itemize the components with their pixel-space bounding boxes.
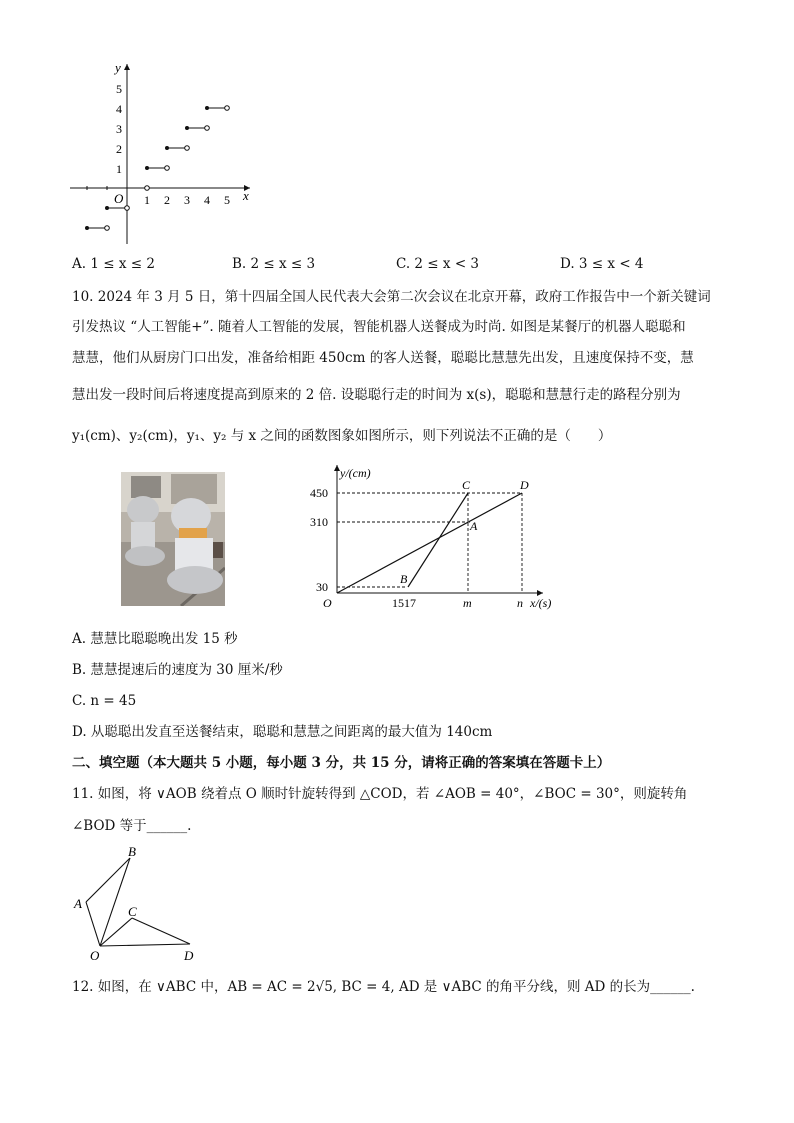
q9-option-b: B. 2 ≤ x ≤ 3 [232, 256, 316, 272]
x-tick: 2 [164, 193, 170, 207]
q10-option-a: A. 慧慧比聪聪晚出发 15 秒 [72, 631, 238, 647]
vertex-label-o: O [90, 948, 100, 963]
vertex-label-a: A [74, 896, 82, 911]
closed-dot [205, 106, 209, 110]
point-label: B [400, 572, 408, 586]
step-function-graph [60, 58, 260, 250]
y-tick: 450 [310, 486, 328, 500]
series-line-y1 [337, 493, 522, 593]
x-tick: 5 [224, 193, 230, 207]
closed-dot [185, 126, 189, 130]
point-label: A [470, 519, 478, 533]
q10-option-c: C. n = 45 [72, 693, 137, 709]
y-tick: 1 [116, 162, 122, 176]
point-label: D [520, 478, 529, 492]
x-tick: 4 [204, 193, 210, 207]
open-dot [165, 166, 170, 171]
closed-dot [145, 166, 149, 170]
x-tick: 3 [184, 193, 190, 207]
y-tick: 2 [116, 142, 122, 156]
x-axis-label: x [243, 188, 249, 203]
y-tick: 5 [116, 82, 122, 96]
vertex-label-b: B [128, 844, 136, 859]
q12-line-1: 12. 如图，在 ∨ABC 中，AB = AC = 2√5, BC = 4, AD 是 ∨ABC 的角平分线，则 AD 的长为______. [72, 979, 695, 995]
q10-option-b: B. 慧慧提速后的速度为 30 厘米/秒 [72, 662, 283, 678]
q10-option-d: D. 从聪聪出发直至送餐结束，聪聪和慧慧之间距离的最大值为 140cm [72, 724, 493, 740]
vertex-label-c: C [128, 904, 137, 919]
section-heading: 二、填空题（本大题共 5 小题，每小题 3 分，共 15 分，请将正确的答案填在答题卡上） [72, 755, 611, 771]
open-dot [105, 226, 110, 231]
open-dot [205, 126, 210, 131]
y-tick: 30 [316, 580, 328, 594]
open-dot [145, 186, 150, 191]
q11-line-1: 11. 如图，将 ∨AOB 绕着点 O 顺时针旋转得到 △COD，若 ∠AOB = 40°，∠BOC = 30°，则旋转角 [72, 786, 688, 802]
x-tick: 1517 [392, 596, 416, 610]
open-dot [125, 206, 130, 211]
q9-option-d: D. 3 ≤ x < 4 [560, 256, 644, 272]
x-tick: m [463, 596, 472, 610]
q9-option-a: A. 1 ≤ x ≤ 2 [72, 256, 155, 272]
origin-label: O [114, 191, 124, 206]
closed-dot [105, 206, 109, 210]
q9-option-c: C. 2 ≤ x < 3 [396, 256, 480, 272]
y-tick: 310 [310, 515, 328, 529]
q10-line-1: 10. 2024 年 3 月 5 日，第十四届全国人民代表大会第二次会议在北京开幕，政府工作报告中一个新关键词 [72, 289, 711, 305]
closed-dot [165, 146, 169, 150]
open-dot [185, 146, 190, 151]
x-axis-label: x/(s) [530, 596, 552, 610]
point-label: C [462, 478, 471, 492]
distance-time-graph [310, 462, 570, 614]
series-line-y2 [408, 493, 468, 587]
q10-line-3: 慧慧，他们从厨房门口出发，准备给相距 450cm 的客人送餐，聪聪比慧慧先出发，且速度保持不变，慧 [72, 350, 694, 366]
q10-line-2: 引发热议 “人工智能+”. 随着人工智能的发展，智能机器人送餐成为时尚. 如图是某餐厅的机器人聪聪和 [72, 319, 686, 335]
origin-label: O [323, 596, 332, 610]
robot-photo [121, 472, 225, 606]
y-tick: 3 [116, 122, 122, 136]
q10-line-5: y₁(cm)、y₂(cm)，y₁、y₂ 与 x 之间的函数图象如图所示，则下列说法不正确的是（ ） [72, 428, 612, 444]
rotation-figure [68, 842, 208, 966]
q11-line-2: ∠BOD 等于______. [72, 818, 192, 834]
y-axis-label: y/(cm) [340, 466, 371, 480]
x-tick: n [517, 596, 523, 610]
vertex-label-d: D [184, 948, 194, 963]
y-tick: 4 [116, 102, 122, 116]
open-dot [225, 106, 230, 111]
closed-dot [85, 226, 89, 230]
q10-line-4: 慧出发一段时间后将速度提高到原来的 2 倍. 设聪聪行走的时间为 x(s)，聪聪和慧慧行走的路程分别为 [72, 387, 681, 403]
y-axis-label: y [115, 60, 121, 75]
x-tick: 1 [144, 193, 150, 207]
